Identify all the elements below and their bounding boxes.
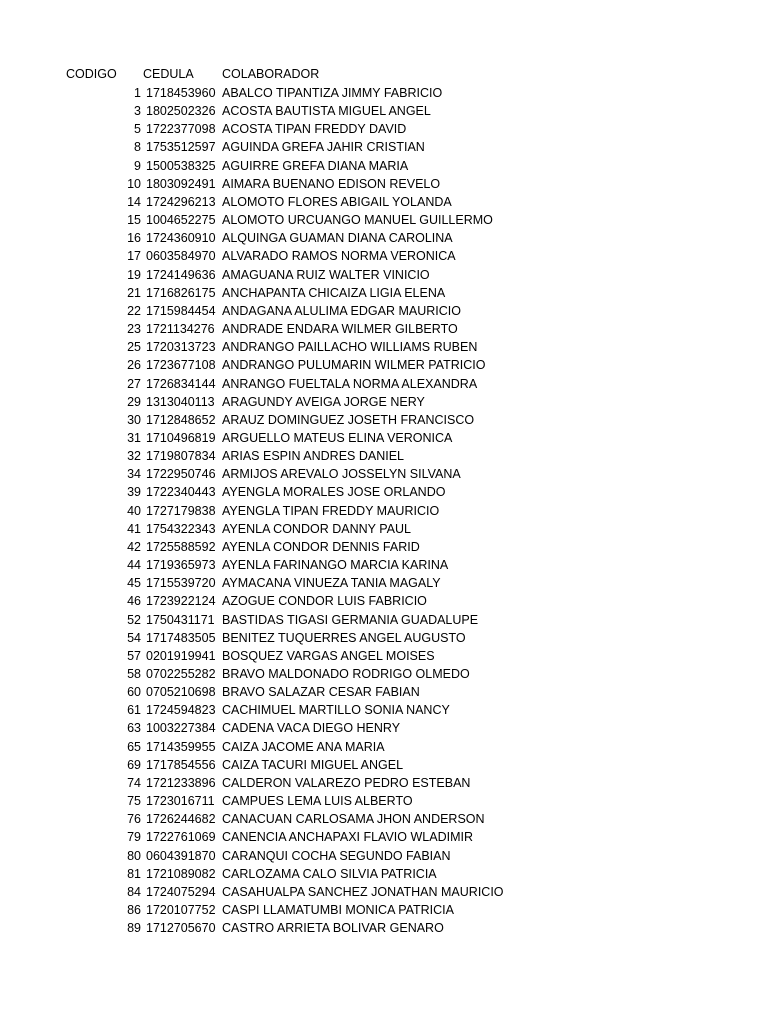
cell-colaborador: AYENLA FARINANGO MARCIA KARINA — [222, 558, 449, 573]
cell-codigo: 21 — [127, 285, 141, 300]
cell-cedula: 1712705670 — [146, 921, 216, 936]
cell-colaborador: AGUIRRE GREFA DIANA MARIA — [222, 158, 409, 173]
cell-cedula: 1722377098 — [146, 122, 216, 137]
table-row — [0, 447, 768, 465]
cell-colaborador: CANACUAN CARLOSAMA JHON ANDERSON — [222, 812, 485, 827]
cell-codigo: 29 — [127, 394, 141, 409]
cell-cedula: 1721134276 — [146, 322, 215, 337]
header-colaborador: COLABORADOR — [222, 67, 320, 81]
cell-colaborador: CARLOZAMA CALO SILVIA PATRICIA — [222, 866, 437, 881]
cell-cedula: 1722950746 — [146, 467, 216, 482]
table-row — [0, 847, 768, 865]
cell-cedula: 1716826175 — [146, 285, 216, 300]
table-row — [0, 356, 768, 374]
cell-codigo: 81 — [127, 866, 141, 881]
cell-codigo: 10 — [127, 176, 141, 191]
table-row — [0, 556, 768, 574]
table-row — [0, 538, 768, 556]
cell-colaborador: ANDRANGO PULUMARIN WILMER PATRICIO — [222, 358, 486, 373]
cell-cedula: 0201919941 — [146, 648, 216, 663]
cell-codigo: 52 — [127, 612, 141, 627]
cell-cedula: 1750431171 — [146, 612, 215, 627]
cell-colaborador: ABALCO TIPANTIZA JIMMY FABRICIO — [222, 86, 443, 100]
table-row — [0, 792, 768, 810]
cell-cedula: 1727179838 — [146, 503, 216, 518]
table-row — [0, 665, 768, 683]
cell-cedula: 1004652275 — [146, 213, 216, 228]
cell-colaborador: AYENGLA TIPAN FREDDY MAURICIO — [222, 503, 440, 518]
cell-cedula: 1313040113 — [146, 394, 215, 409]
table-row — [0, 919, 768, 937]
cell-codigo: 3 — [134, 104, 141, 119]
cell-cedula: 1722761069 — [146, 830, 216, 845]
table-row — [0, 429, 768, 447]
cell-cedula: 1724360910 — [146, 231, 216, 246]
cell-codigo: 40 — [127, 503, 141, 518]
cell-codigo: 27 — [127, 376, 141, 391]
table-row — [0, 266, 768, 284]
table-row — [0, 302, 768, 320]
table-row — [0, 719, 768, 737]
cell-codigo: 86 — [127, 903, 141, 918]
table-row — [0, 574, 768, 592]
header-codigo: CODIGO — [66, 67, 117, 81]
cell-cedula: 0603584970 — [146, 249, 216, 264]
cell-cedula: 1717483505 — [146, 630, 216, 645]
cell-colaborador: ANRANGO FUELTALA NORMA ALEXANDRA — [222, 376, 478, 391]
cell-cedula: 1718453960 — [146, 86, 216, 100]
cell-cedula: 1721089082 — [146, 866, 216, 881]
cell-colaborador: AIMARA BUENANO EDISON REVELO — [222, 176, 441, 191]
cell-cedula: 1723922124 — [146, 594, 216, 609]
table-row — [0, 483, 768, 501]
table-row — [0, 738, 768, 756]
table-row — [0, 393, 768, 411]
cell-colaborador: BASTIDAS TIGASI GERMANIA GUADALUPE — [222, 612, 479, 627]
table-row — [0, 611, 768, 629]
cell-codigo: 26 — [127, 358, 141, 373]
cell-cedula: 1710496819 — [146, 430, 216, 445]
cell-colaborador: ARMIJOS AREVALO JOSSELYN SILVANA — [222, 467, 461, 482]
table-row — [0, 375, 768, 393]
cell-cedula: 0705210698 — [146, 685, 216, 700]
cell-colaborador: AYMACANA VINUEZA TANIA MAGALY — [222, 576, 441, 591]
cell-colaborador: CASPI LLAMATUMBI MONICA PATRICIA — [222, 903, 454, 918]
cell-colaborador: CASTRO ARRIETA BOLIVAR GENARO — [222, 921, 444, 936]
table-row — [0, 465, 768, 483]
cell-cedula: 1723677108 — [146, 358, 216, 373]
table-row — [0, 810, 768, 828]
cell-colaborador: AYENGLA MORALES JOSE ORLANDO — [222, 485, 446, 500]
cell-cedula: 1724594823 — [146, 703, 216, 718]
cell-colaborador: CARANQUI COCHA SEGUNDO FABIAN — [222, 848, 451, 863]
cell-codigo: 74 — [127, 775, 141, 790]
table-row — [0, 756, 768, 774]
cell-cedula: 1803092491 — [146, 176, 216, 191]
cell-cedula: 1726834144 — [146, 376, 216, 391]
cell-cedula: 1725588592 — [146, 539, 216, 554]
table-row — [0, 883, 768, 901]
table-row — [0, 520, 768, 538]
cell-codigo: 54 — [127, 630, 141, 645]
cell-colaborador: ANDAGANA ALULIMA EDGAR MAURICIO — [222, 303, 461, 318]
cell-codigo: 44 — [127, 558, 141, 573]
cell-colaborador: ALQUINGA GUAMAN DIANA CAROLINA — [222, 231, 453, 246]
cell-codigo: 22 — [127, 303, 141, 318]
cell-cedula: 1715539720 — [146, 576, 216, 591]
cell-codigo: 45 — [127, 576, 141, 591]
cell-cedula: 1715984454 — [146, 303, 216, 318]
cell-cedula: 1721233896 — [146, 775, 216, 790]
cell-codigo: 5 — [134, 122, 141, 137]
cell-codigo: 57 — [127, 648, 141, 663]
cell-codigo: 32 — [127, 449, 141, 464]
cell-colaborador: ALOMOTO URCUANGO MANUEL GUILLERMO — [222, 213, 493, 228]
table-row — [0, 647, 768, 665]
cell-codigo: 25 — [127, 340, 141, 355]
cell-codigo: 84 — [127, 884, 141, 899]
cell-codigo: 23 — [127, 322, 141, 337]
cell-colaborador: CANENCIA ANCHAPAXI FLAVIO WLADIMIR — [222, 830, 473, 845]
cell-cedula: 1500538325 — [146, 158, 216, 173]
cell-cedula: 1714359955 — [146, 739, 216, 754]
header-cedula: CEDULA — [143, 67, 194, 81]
cell-colaborador: CAIZA JACOME ANA MARIA — [222, 739, 385, 754]
table-row — [0, 138, 768, 156]
cell-colaborador: CALDERON VALAREZO PEDRO ESTEBAN — [222, 775, 471, 790]
cell-codigo: 60 — [127, 685, 141, 700]
cell-colaborador: AYENLA CONDOR DENNIS FARID — [222, 539, 420, 554]
cell-cedula: 1003227384 — [146, 721, 216, 736]
cell-colaborador: ANDRANGO PAILLACHO WILLIAMS RUBEN — [222, 340, 478, 355]
cell-colaborador: CAMPUES LEMA LUIS ALBERTO — [222, 794, 413, 809]
cell-codigo: 9 — [134, 158, 141, 173]
cell-colaborador: ACOSTA BAUTISTA MIGUEL ANGEL — [222, 104, 431, 119]
table-body — [0, 84, 768, 937]
table-row — [0, 701, 768, 719]
cell-codigo: 19 — [127, 267, 141, 282]
table-row — [0, 84, 768, 102]
cell-colaborador: BRAVO MALDONADO RODRIGO OLMEDO — [222, 667, 470, 681]
table-row — [0, 229, 768, 247]
table-row — [0, 211, 768, 229]
cell-codigo: 31 — [127, 430, 141, 445]
cell-codigo: 17 — [127, 249, 141, 264]
cell-cedula: 1719365973 — [146, 558, 216, 573]
table-row — [0, 247, 768, 265]
cell-codigo: 80 — [127, 848, 141, 863]
cell-colaborador: AYENLA CONDOR DANNY PAUL — [222, 521, 411, 536]
table-row — [0, 411, 768, 429]
cell-codigo: 69 — [127, 757, 141, 772]
cell-codigo: 15 — [127, 213, 141, 228]
cell-colaborador: ACOSTA TIPAN FREDDY DAVID — [222, 122, 407, 137]
table-row — [0, 502, 768, 520]
table-row — [0, 120, 768, 138]
table-row — [0, 193, 768, 211]
table-row — [0, 102, 768, 120]
cell-codigo: 41 — [127, 521, 141, 536]
table-row — [0, 320, 768, 338]
cell-colaborador: BRAVO SALAZAR CESAR FABIAN — [222, 685, 420, 700]
cell-codigo: 61 — [127, 703, 141, 718]
cell-colaborador: BOSQUEZ VARGAS ANGEL MOISES — [222, 648, 435, 663]
cell-colaborador: ALOMOTO FLORES ABIGAIL YOLANDA — [222, 194, 452, 209]
table-row — [0, 157, 768, 175]
cell-colaborador: ANDRADE ENDARA WILMER GILBERTO — [222, 322, 458, 337]
cell-colaborador: ARIAS ESPIN ANDRES DANIEL — [222, 449, 405, 464]
cell-codigo: 79 — [127, 830, 141, 845]
table-row — [0, 683, 768, 701]
cell-colaborador: ARGUELLO MATEUS ELINA VERONICA — [222, 430, 453, 445]
cell-cedula: 1722340443 — [146, 485, 216, 500]
cell-codigo: 39 — [127, 485, 141, 500]
cell-codigo: 89 — [127, 921, 141, 936]
cell-colaborador: CADENA VACA DIEGO HENRY — [222, 721, 401, 736]
cell-codigo: 14 — [127, 194, 141, 209]
table-header — [0, 66, 768, 83]
table-row — [0, 284, 768, 302]
cell-codigo: 58 — [127, 667, 141, 681]
cell-colaborador: CACHIMUEL MARTILLO SONIA NANCY — [222, 703, 450, 718]
cell-cedula: 1720313723 — [146, 340, 216, 355]
cell-colaborador: ANCHAPANTA CHICAIZA LIGIA ELENA — [222, 285, 446, 300]
cell-colaborador: AZOGUE CONDOR LUIS FABRICIO — [222, 594, 427, 609]
cell-colaborador: CASAHUALPA SANCHEZ JONATHAN MAURICIO — [222, 884, 504, 899]
cell-cedula: 1719807834 — [146, 449, 216, 464]
cell-cedula: 1724296213 — [146, 194, 216, 209]
cell-codigo: 42 — [127, 539, 141, 554]
table-row — [0, 865, 768, 883]
cell-codigo: 8 — [134, 140, 141, 155]
cell-colaborador: BENITEZ TUQUERRES ANGEL AUGUSTO — [222, 630, 466, 645]
cell-cedula: 1720107752 — [146, 903, 216, 918]
cell-colaborador: CAIZA TACURI MIGUEL ANGEL — [222, 757, 404, 772]
cell-cedula: 0702255282 — [146, 667, 216, 681]
cell-colaborador: ARAGUNDY AVEIGA JORGE NERY — [222, 394, 425, 409]
cell-cedula: 1724149636 — [146, 267, 216, 282]
cell-codigo: 1 — [134, 86, 141, 100]
cell-codigo: 75 — [127, 794, 141, 809]
cell-codigo: 63 — [127, 721, 141, 736]
cell-cedula: 1724075294 — [146, 884, 216, 899]
cell-cedula: 1717854556 — [146, 757, 216, 772]
table-row — [0, 901, 768, 919]
table-row — [0, 629, 768, 647]
cell-codigo: 30 — [127, 412, 141, 427]
cell-cedula: 1726244682 — [146, 812, 216, 827]
cell-codigo: 16 — [127, 231, 141, 246]
cell-cedula: 1712848652 — [146, 412, 216, 427]
cell-cedula: 1754322343 — [146, 521, 216, 536]
table-row — [0, 175, 768, 193]
cell-cedula: 1753512597 — [146, 140, 216, 155]
table-row — [0, 828, 768, 846]
cell-codigo: 46 — [127, 594, 141, 609]
table-row — [0, 592, 768, 610]
cell-codigo: 76 — [127, 812, 141, 827]
cell-codigo: 34 — [127, 467, 141, 482]
cell-colaborador: ARAUZ DOMINGUEZ JOSETH FRANCISCO — [222, 412, 475, 427]
cell-cedula: 1802502326 — [146, 104, 216, 119]
cell-cedula: 1723016711 — [146, 794, 215, 809]
cell-cedula: 0604391870 — [146, 848, 216, 863]
table-row — [0, 338, 768, 356]
cell-colaborador: AMAGUANA RUIZ WALTER VINICIO — [222, 267, 430, 282]
table-row — [0, 774, 768, 792]
cell-colaborador: ALVARADO RAMOS NORMA VERONICA — [222, 249, 456, 264]
cell-codigo: 65 — [127, 739, 141, 754]
cell-colaborador: AGUINDA GREFA JAHIR CRISTIAN — [222, 140, 425, 155]
